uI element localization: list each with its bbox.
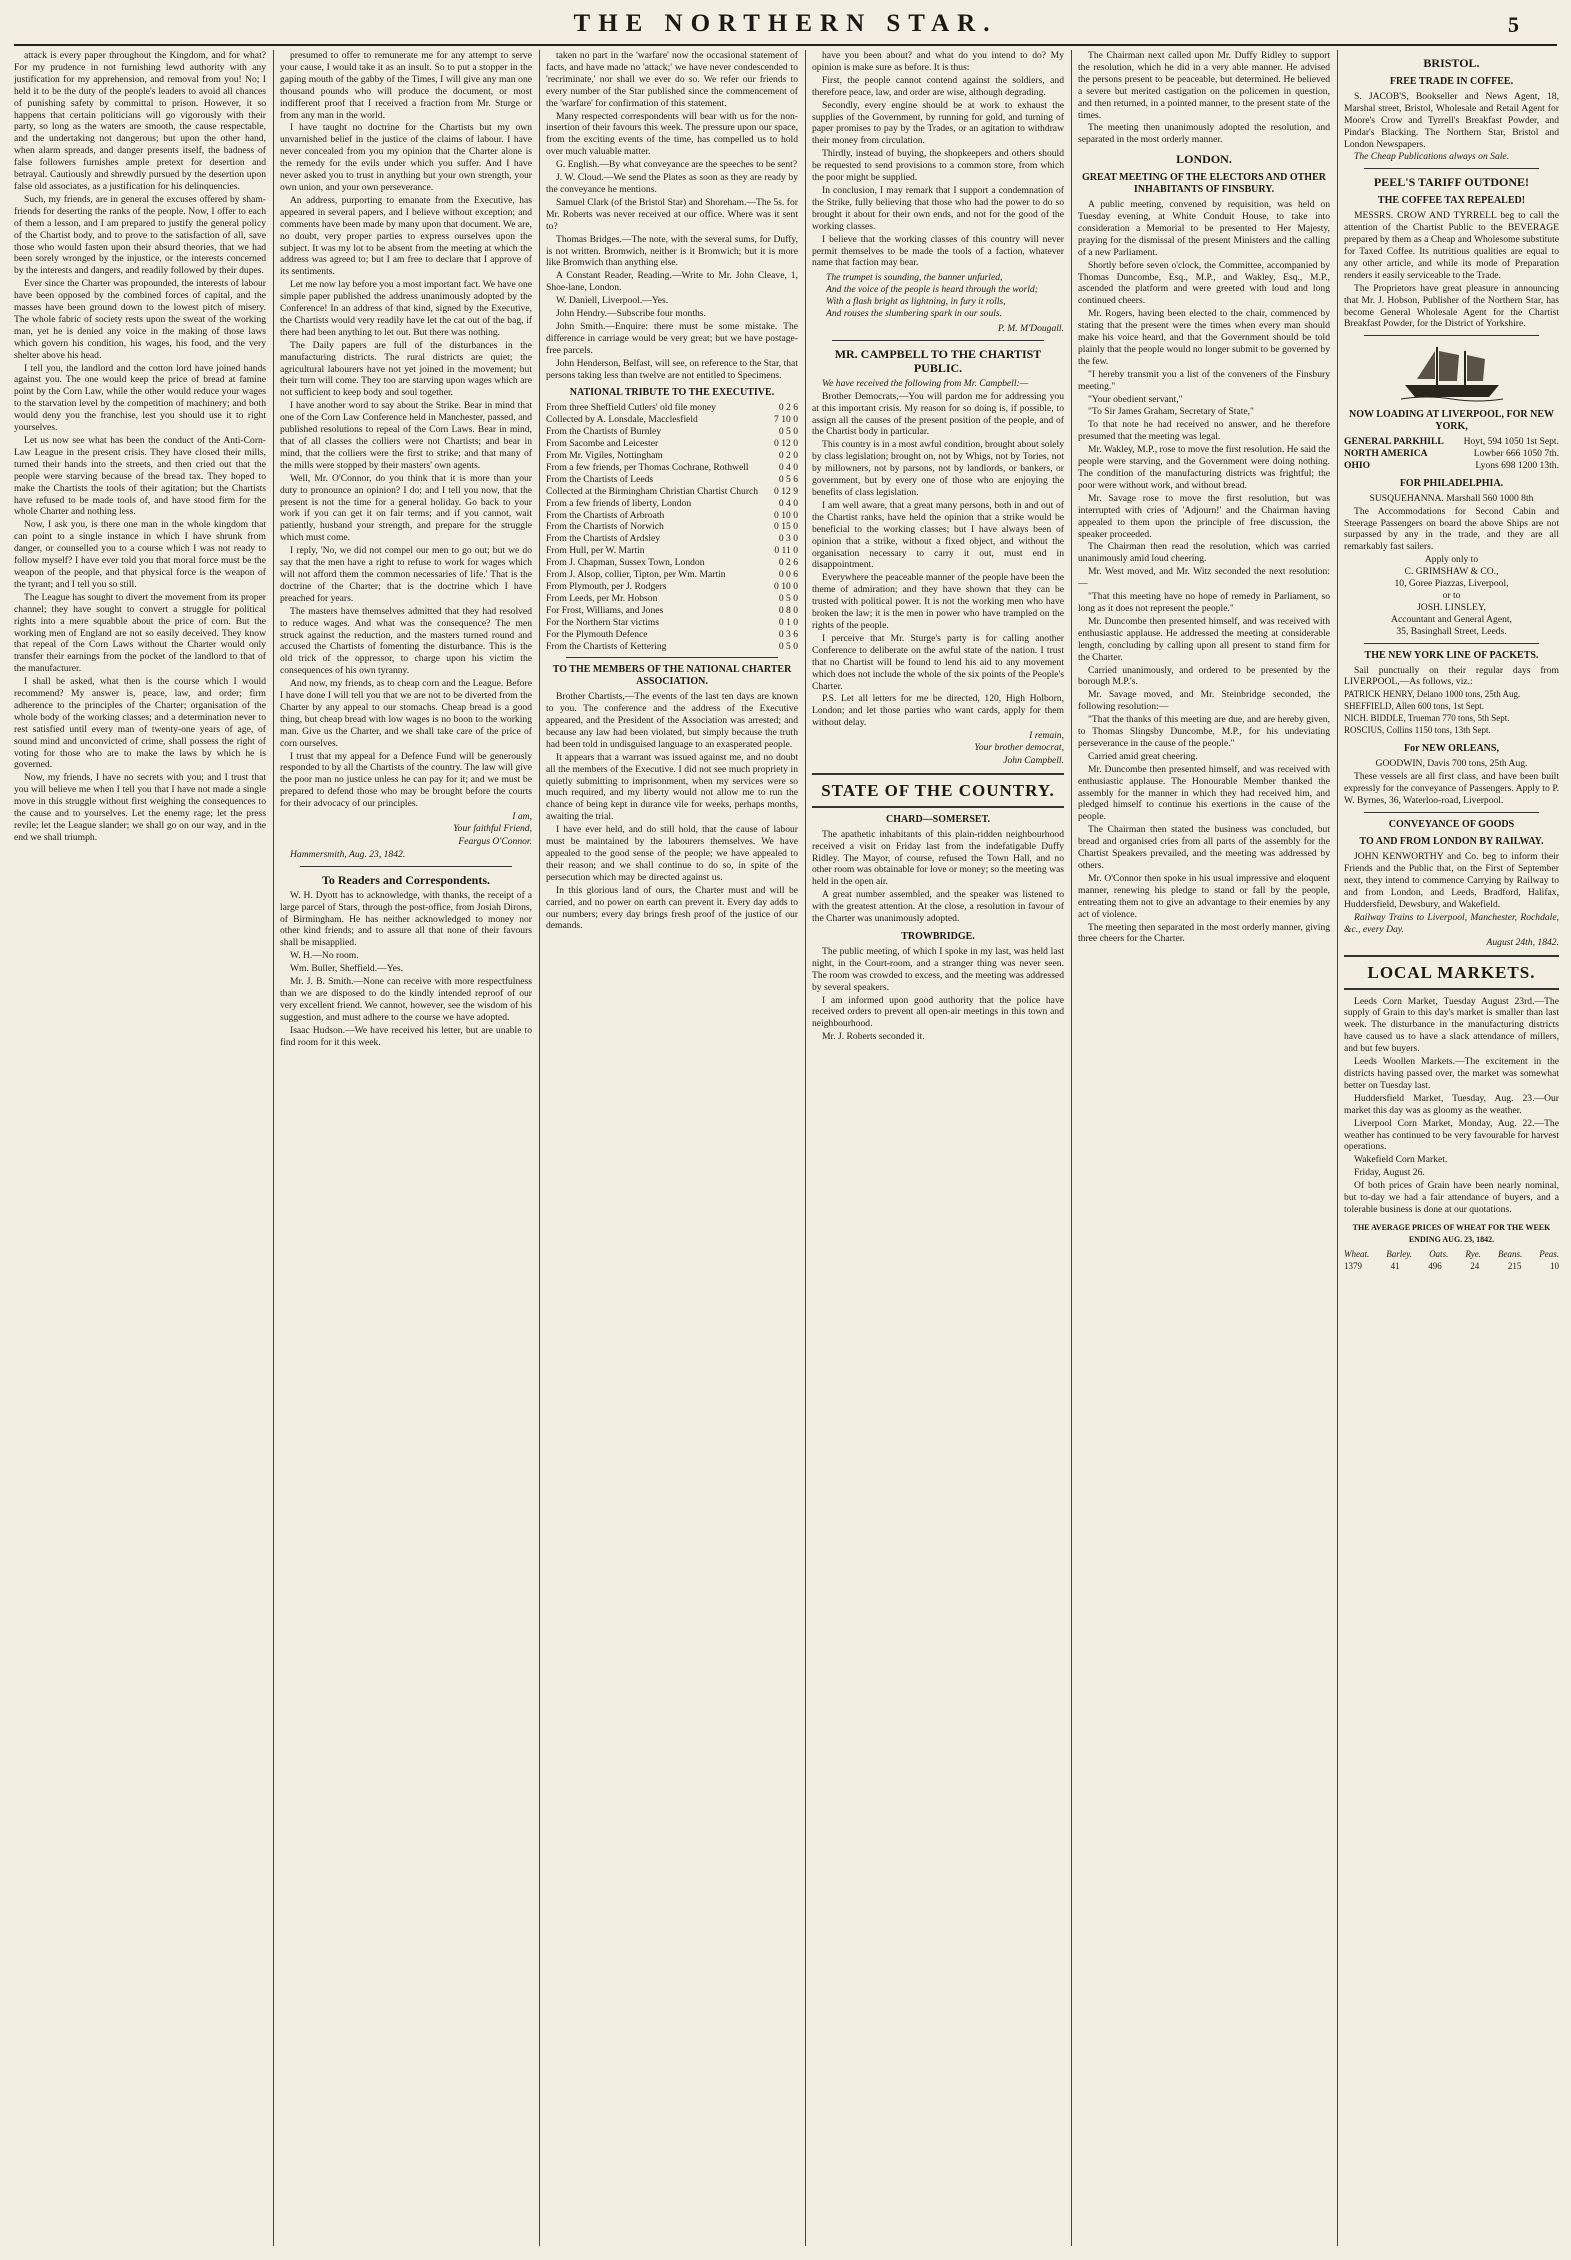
- correspondent-note: G. English.—By what conveyance are the speeches to be sent?: [556, 159, 798, 171]
- market-report: Wakefield Corn Market.: [1354, 1154, 1448, 1166]
- subscription-row: [546, 533, 798, 545]
- correspondent-note: John Henderson, Belfast, will see, on reference to the Star, that persons taking less than twelve are not entitled to Specimens.: [546, 357, 798, 381]
- report-paragraph: Carried amid great cheering.: [1088, 750, 1198, 762]
- subscription-amount: 0 5 0: [778, 426, 798, 438]
- correspondent-note: W. H.—No room.: [290, 950, 359, 962]
- packet-row: PATRICK HENRY, Delano 1000 tons, 25th Aug.: [1344, 689, 1521, 700]
- ship-name: OHIO: [1344, 459, 1371, 471]
- article-paragraph: Well, Mr. O'Connor, do you think that it is more than your duty to pronounce an opinion? I do; and I tell you now, that the present is not the time for a general holiday. Go back to your work if you can get it on fair terms; and if you cannot, wait patiently, husband your strength, and prepare for the struggle which must come.: [280, 472, 532, 544]
- subscription-row: [546, 474, 798, 486]
- article-paragraph: An address, purporting to emanate from the Executive, has appeared in several papers, and I believe without exception; and comments have been made by many upon that document. We are, no doubt, very proper parties to express ourselves upon the subject. It was my lot to be absent from the meeting at which the address was agreed to; but I am free to declare that I approve of its sentiments.: [280, 194, 532, 278]
- report-paragraph: Shortly before seven o'clock, the Committee, accompanied by Thomas Duncombe, Esq., M.P., and Wakley, Esq., M.P., ascended the platform and were greeted with loud and long continued cheers.: [1078, 259, 1330, 307]
- prices-cell: Beans.: [1497, 1248, 1523, 1259]
- bristol-note: The Cheap Publications always on Sale.: [1354, 151, 1510, 163]
- subscription-label: From the Chartists of Kettering: [546, 640, 667, 652]
- report-paragraph: Mr. West moved, and Mr. Witz seconded the next resolution:—: [1078, 566, 1330, 590]
- subscription-label: From the Chartists of Burnley: [546, 426, 662, 438]
- report-paragraph: The Chairman then read the resolution, which was carried unanimously amid loud cheering.: [1078, 541, 1330, 565]
- average-prices-heading: THE AVERAGE PRICES OF WHEAT FOR THE WEEK ENDING AUG. 23, 1842.: [1352, 1222, 1551, 1244]
- col5-article: [1078, 50, 1330, 146]
- subscription-label: For the Plymouth Defence: [546, 628, 648, 640]
- column-divider: [1071, 50, 1072, 2246]
- prices-cell: 215: [1507, 1260, 1522, 1271]
- subscription-row: [546, 438, 798, 450]
- report-paragraph: "That the thanks of this meeting are due, and are hereby given, to Thomas Slingsby Duncombe, M.P., for his undeviating perseverance in the cause of the people.": [1078, 714, 1330, 749]
- article-paragraph: Thirdly, instead of buying, the shopkeepers and others should be requested to send provisions to a common store, from which the poor might be supplied.: [812, 148, 1064, 184]
- article-paragraph: The Daily papers are full of the disturbances in the manufacturing districts. The rural districts are quiet; the agricultural labourers have not yet joined in the movement; but their turn will come. They too are starving upon wages which are not sufficient to keep body and soul together.: [280, 339, 532, 399]
- subscription-label: From the Chartists of Ardsley: [546, 533, 661, 545]
- subscription-amount: 0 10 0: [774, 509, 798, 521]
- article-paragraph: The Chairman next called upon Mr. Duffy Ridley to support the resolution, which he did in a very able manner. He advised the persons present to be peaceable, but determined. He believed a severe but merited castigation on the policemen in question, and then returned, in a pointed manner, to the present state of the times.: [1078, 50, 1330, 121]
- letter-paragraph: P.S. Let all letters for me be directed, 120, High Holborn, London; and let those parties who want cards, apply for them without delay.: [812, 693, 1064, 729]
- subscription-row: [546, 462, 798, 474]
- header-rule: [14, 44, 1557, 46]
- article-paragraph: Ever since the Charter was propounded, the interests of labour have been opposed by the combined forces of capital, and the masses have been ground down to the lowest pitch of misery. The whole fabric of society rests upon the sweat of the working man, yet he is denied any voice in the making of those laws which govern his condition, his wages, his food, and the very shelter above his head.: [14, 278, 266, 361]
- ship-name: NORTH AMERICA: [1344, 448, 1428, 460]
- report-paragraph: Mr. Duncombe then presented himself, and was received with enthusiastic applause. He addressed the meeting at considerable length, concluding by calling upon all present to stand firm for the Charter.: [1078, 615, 1330, 663]
- page-number: 5: [1508, 12, 1519, 37]
- correspondent-note: W. Daniell, Liverpool.—Yes.: [556, 295, 669, 307]
- section-rule: [566, 657, 778, 658]
- coffee-ad-2: The Proprietors have great pleasure in announcing that Mr. J. Hobson, Publisher of the Northern Star, has become General Wholesale Agent for the Chartist Breakfast Powder, for the District of Yorkshire.: [1344, 282, 1559, 330]
- report-paragraph: Mr. Wakley, M.P., rose to move the first resolution. He said the people were starving, and the Government were doing nothing. The condition of the manufacturing districts was frightful; the poor were without work, and without bread.: [1078, 444, 1330, 491]
- section-rule: [832, 340, 1044, 341]
- notice-paragraph: It appears that a warrant was issued against me, and no doubt all the members of the Executive. I did not see much propriety in quietly submitting to imprisonment, when my services were so much required, and my liberty would not allow me to run the chance of being kept in durance vile for weeks, perhaps months, awaiting the trial.: [546, 751, 798, 823]
- local-markets-heading: LOCAL MARKETS.: [1367, 962, 1536, 982]
- prices-cell: 41: [1390, 1260, 1400, 1271]
- subscription-row: [546, 641, 798, 653]
- letter-paragraph: Everywhere the peaceable manner of the people have been the theme of admiration; and they have shown that they can be trusted with political power. It is not the working men who have broken the law; it is the men in power who have trampled on the rights of the people.: [812, 572, 1064, 631]
- section-rule: [812, 806, 1064, 808]
- shipping-agents: Apply only to C. GRIMSHAW & CO., 10, Goree Piazzas, Liverpool, or to JOSH. LINSLEY, Accountant and General Agent, 35, Basinghall Street, Leeds.: [1391, 554, 1512, 637]
- report-paragraph: "Your obedient servant,": [1088, 393, 1183, 405]
- article-paragraph: The meeting then unanimously adopted the resolution, and separated in the most orderly manner.: [1078, 122, 1330, 146]
- report-paragraph: A public meeting, convened by requisition, was held on Tuesday evening, at White Conduit House, to take into consideration a Memorial to be presented to Her Majesty, praying for the dismissal of the present Ministers and the calling of a new Parliament.: [1078, 199, 1330, 258]
- poem-line: And the voice of the people is heard through the world;: [826, 284, 1038, 296]
- railway-trains-note: Railway Trains to Liverpool, Manchester, Rochdale, &c., every Day.: [1344, 911, 1559, 935]
- article-paragraph: The League has sought to divert the movement from its proper channel; they have sought to convert a struggle for political rights into a mere squabble about the price of corn. But the working men of England are not so easily deceived. They know that repeal of the Corn Laws without the Charter would only transfer their earnings from the pocket of the landlord to that of the manufacturer.: [14, 591, 266, 675]
- article-paragraph: I believe that the working classes of this country will never permit themselves to be made the tools of a faction, whatever name that faction may bear.: [812, 233, 1064, 269]
- subscription-amount: 0 10 0: [774, 580, 798, 592]
- chard-heading: CHARD—SOMERSET.: [886, 813, 990, 825]
- trowbridge-report: [812, 946, 1064, 1043]
- column-divider: [539, 50, 540, 2246]
- article-paragraph: Such, my friends, are in general the excuses offered by sham-friends for deserting the ranks of the people. Now, I offer to each of them a lesson, and I am prepared to justify the general policy of the Chartist body, and to prove to the satisfaction of all, save those who would fasten upon their absurd theories, that we had been sorely wronged by the injustice, or the interests concerned by the interests and dangers, and readily followed by their dupes.: [14, 193, 266, 277]
- correspondent-note: taken no part in the 'warfare' now the occasional statement of facts, and have made no 'attack;' we have never condescended to 'recriminate,' nor shall we ever do so. We refer our friends to every number of the Star published since the commencement of the 'warfare' for confirmation of this statement.: [546, 50, 798, 109]
- subscription-label: From a few friends of liberty, London: [546, 497, 692, 509]
- article-paragraph: attack is every paper throughout the Kingdom, and for what? For my prudence in not furnishing lewd authority with any justification for my apprehension, and removal from you! No; I held it to be the duty of the people's leaders to avoid all chances of punishing safety by committal to prison. However, it so happens that certain politicians will go vigorously with their party, so long as the waters are smooth, the cause respectable, and the undertaking not dangerous; but upon the other hand, when alarm spreads, and danger presents itself, the badness of false followers furnishes ample pretext for desertion and betrayal. Cautiously and shrewdly pursued by the desertion upon false old associates, as a justification for his delinquencies.: [14, 50, 266, 192]
- section-rule: [1364, 168, 1539, 169]
- shipping-accommodation: The Accommodations for Second Cabin and Steerage Passengers on board the above Ships are not surpassed by any in the trade, and they are all remarkably fast sailers.: [1344, 505, 1559, 553]
- article-paragraph: Let me now lay before you a most important fact. We have one simple paper published the address unanimously adopted by the Conference! In an address of that kind, signed by the Executive, the Chartists would very readily have let the cat out of the bag, if there had been anything to let out. But there was nothing.: [280, 279, 532, 338]
- trowbridge-heading: TROWBRIDGE.: [901, 931, 975, 942]
- subscription-amount: 0 5 0: [778, 592, 798, 604]
- letter-signature: Feargus O'Connor.: [458, 835, 532, 847]
- report-paragraph: The Chairman then stated the business was concluded, but bread and organised cries from all parts of the assembly for the Chartist Speakers prevailed, and the meeting was addressed by others.: [1078, 824, 1330, 871]
- article-paragraph: In conclusion, I may remark that I support a condemnation of the Strike, fully believing that those who had the power to do so brought it about for their own ends, and not for the good of the working classes.: [812, 184, 1064, 232]
- poem-line: With a flash bright as lightning, in fury it rolls,: [826, 296, 1006, 308]
- bristol-heading: BRISTOL.: [1423, 56, 1480, 70]
- column-1: [14, 50, 266, 2246]
- correspondent-note: Thomas Bridges.—The note, with the several sums, for Duffy, is not written. Bromwich, neither is it Bromwich; but it is more like Bromwich than anything else.: [546, 233, 798, 269]
- poem-line: The trumpet is sounding, the banner unfurled,: [826, 272, 1003, 284]
- report-paragraph: Mr. Rogers, having been elected to the chair, commenced by stating that the present were the times when every man should make his voice heard, and that the Government should be told plainly that the people would no longer submit to be governed by the few.: [1078, 308, 1330, 367]
- letter-paragraph: Brother Democrats,—You will pardon me for addressing you at this important crisis. My reason for so doing is, if possible, to assign all the causes of the present position of the people, and of the Chartist body in particular.: [812, 390, 1064, 438]
- report-paragraph: To that note he had received no answer, and he therefore presumed that the meeting was legal.: [1078, 419, 1330, 443]
- subscription-label: For the Northern Star victims: [546, 616, 659, 628]
- market-report: Of both prices of Grain have been nearly nominal, but to-day we had a fair attendance of buyers, and a tolerable business is done at our quotations.: [1344, 1180, 1559, 1215]
- report-paragraph: "To Sir James Graham, Secretary of State,": [1088, 406, 1254, 418]
- campbell-closing: I remain, Your brother democrat,: [974, 730, 1064, 754]
- column-5: [1078, 50, 1330, 2246]
- section-rule: [1344, 955, 1559, 957]
- bristol-subheading: FREE TRADE IN COFFEE.: [1389, 76, 1514, 87]
- packets-intro: Sail punctually on their regular days from LIVERPOOL,—As follows, viz.:: [1344, 664, 1559, 688]
- column-3: [546, 50, 798, 2246]
- subscription-amount: 0 12 9: [774, 485, 798, 497]
- subscription-row: [546, 569, 798, 581]
- subscription-amount: 0 4 0: [778, 497, 798, 509]
- notice-paragraph: In this glorious land of ours, the Charter must and will be carried, and no power on earth can prevent it. Every day adds to our numbers; every day brings fresh proof of the justice of our demands.: [546, 884, 798, 932]
- correspondent-note: Isaac Hudson.—We have received his letter, but are unable to find room for it this week.: [280, 1024, 532, 1048]
- packet-row: ROSCIUS, Collins 1150 tons, 13th Sept.: [1344, 725, 1491, 736]
- prices-cell: 496: [1428, 1260, 1442, 1271]
- report-paragraph: Mr. Duncombe then presented himself, and was received with enthusiastic applause. The Honourable Member thanked the assembly for the manner in which they had received him, and pledged himself to continue his exertions in the cause of the people.: [1078, 763, 1330, 823]
- article-paragraph: First, the people cannot contend against the soldiers, and therefore peace, law, and order are wise, although degrading.: [812, 74, 1064, 98]
- report-paragraph: The public meeting, of which I spoke in my last, was held last night, in the Court-room, and a stranger thing was never seen. The room was crowded to excess, and the meeting was addressed by several speakers.: [812, 945, 1064, 993]
- col2-article: [280, 50, 532, 810]
- peel-tariff-heading: PEEL'S TARIFF OUTDONE!: [1373, 175, 1530, 190]
- ship-row: [1344, 436, 1559, 448]
- prices-cell: Rye.: [1465, 1248, 1481, 1259]
- subscription-row: [546, 486, 798, 498]
- subscription-row: [546, 450, 798, 462]
- article-paragraph: I have taught no doctrine for the Chartists but my own unvarnished belief in the justice of the claims of labour. I have never concealed from you my opinion that the Charter alone is the remedy for the evils under which you suffer. And I have never asked you to trust in anything but your own strength, your own union, and your own perseverance.: [280, 122, 532, 193]
- subscription-label: From three Sheffield Cutlers' old file money: [546, 402, 716, 414]
- market-report: Leeds Corn Market, Tuesday August 23rd.—The supply of Grain to this day's market is smaller than last week. The disturbance in the manufacturing districts have caused us to have a slack attendance of millers, and but few buyers.: [1344, 995, 1559, 1055]
- subscription-label: From Hull, per W. Martin: [546, 545, 645, 557]
- report-paragraph: The meeting then separated in the most orderly manner, giving three cheers for the Charter.: [1078, 921, 1330, 945]
- subscription-row: [546, 593, 798, 605]
- subscription-amount: 0 5 0: [778, 640, 798, 652]
- article-paragraph: I shall be asked, what then is the course which I would recommend? My answer is, peace, law, and order; firm adherence to the principles of the Charter; organisation of the whole body of the working classes; and a determination never to rest satisfied until every man of twenty-one years of age, of sound mind and unconvicted of crime, shall possess the right of voting for those who are to make the laws by which he is governed.: [14, 676, 266, 771]
- correspondent-note: John Smith.—Enquire: there must be some mistake. The difference in carriage would be very great; but we have postage-free parcels.: [546, 320, 798, 356]
- campbell-letter-intro: We have received the following from Mr. Campbell:—: [822, 377, 1029, 389]
- packet-row: SHEFFIELD, Allen 600 tons, 1st Sept.: [1344, 701, 1485, 712]
- railway-subheading: TO AND FROM LONDON BY RAILWAY.: [1359, 836, 1544, 848]
- subscription-label: From J. Alsop, collier, Tipton, per Wm. Martin: [546, 569, 726, 581]
- correspondent-note: Many respected correspondents will bear with us for the non-insertion of their favours this week. The pressure upon our space, from the exciting events of the time, has compelled us to hold over much valuable matter.: [546, 110, 798, 158]
- section-rule: [300, 866, 512, 867]
- col4-article: [812, 50, 1064, 269]
- subscription-label: Collected at the Birmingham Christian Chartist Church: [546, 485, 759, 497]
- subscription-amount: 0 4 0: [778, 461, 798, 473]
- subscription-amount: 0 5 6: [778, 473, 798, 485]
- subscription-row: [546, 581, 798, 593]
- article-paragraph: I have another word to say about the Strike. Bear in mind that one of the Corn Law Conference held in Manchester, passed, and published resolutions to repeal of the Corn Laws. Bear in mind, that of all classes the colliers were not Chartists; and bear in mind, that the colliers were the first to strike; and that many of the mills were stopped by their masters' own agents.: [280, 400, 532, 471]
- liverpool-shipping-heading: NOW LOADING AT LIVERPOOL, FOR NEW YORK,: [1348, 409, 1555, 433]
- ship-detail: Lyons 698 1200 13th.: [1475, 459, 1559, 471]
- packet-row: NICH. BIDDLE, Trueman 770 tons, 5th Sept.: [1344, 713, 1510, 724]
- market-report: Friday, August 26.: [1354, 1167, 1425, 1179]
- correspondents-list: [280, 890, 532, 1049]
- state-of-country-heading: STATE OF THE COUNTRY.: [821, 780, 1055, 800]
- report-paragraph: Mr. Savage rose to move the first resolution, but was interrupted with cries of 'Adjourn!' and the Chairman having appealed to them upon the principle of free discussion, the speaker proceeded.: [1078, 492, 1330, 540]
- subscription-row: [546, 510, 798, 522]
- letter-paragraph: I perceive that Mr. Sturge's party is for calling another Conference to deliberate on the awful state of the nation. I trust that no Chartist will be found to lend his aid to any movement which does not include the whole of the six points of the People's Charter.: [812, 632, 1064, 692]
- page-header: [0, 0, 1571, 37]
- col1-article: [14, 50, 266, 844]
- subscription-amount: 0 3 0: [778, 533, 798, 545]
- subscription-label: From a few friends, per Thomas Cochrane, Rothwell: [546, 461, 749, 473]
- article-paragraph: I trust that my appeal for a Defence Fund will be generously responded to by all the Chartists of the country. The law will give the poor man no justice unless he can pay for it; and we must be prepared to defend those who may be brought before the courts for their advocacy of our principles.: [280, 750, 532, 810]
- prices-value-row: [1344, 1261, 1559, 1273]
- subscription-label: For Frost, Williams, and Jones: [546, 604, 664, 616]
- article-paragraph: Now, I ask you, is there one man in the whole kingdom that can point to a single instance in which I have shrunk from danger, or counselled you to a course which I was not ready to follow myself? I have ever told you that moral force must be the weapon of the people, and that physical force is the weapon of the tyrant; and I tell you so still.: [14, 519, 266, 590]
- philadelphia-heading: FOR PHILADELPHIA.: [1399, 477, 1504, 489]
- ship-detail: Hoyt, 594 1050 1st Sept.: [1463, 436, 1559, 448]
- ship-list: [1344, 436, 1559, 472]
- market-report: Leeds Woollen Markets.—The excitement in the districts having passed over, the market was somewhat better on Tuesday last.: [1344, 1056, 1559, 1091]
- prices-cell: 24: [1470, 1260, 1480, 1271]
- subscription-label: From the Chartists of Arbroath: [546, 509, 665, 521]
- article-paragraph: have you been about? and what do you intend to do? My opinion is make sure as before. It is thus:: [812, 50, 1064, 73]
- subscription-label: From Leeds, per Mr. Hobson: [546, 592, 658, 604]
- col3-notices: [546, 50, 798, 381]
- average-prices-table: [1344, 1249, 1559, 1273]
- correspondent-note: W. H. Dyott has to acknowledge, with thanks, the receipt of a large parcel of Stars, through the post-office, from Josiah Dirons, of Birmingham. He has neither acknowledged to money nor other kind friends; and to assure all that none of their favours shall be misapplied.: [280, 889, 532, 949]
- subscription-row: [546, 605, 798, 617]
- subscription-amount: 0 1 0: [778, 616, 798, 628]
- coffee-ad: MESSRS. CROW AND TYRRELL beg to call the attention of the Chartist Public to the BEVERAGE prepared by them as a Cheap and Wholesome substitute for Taxed Coffee. Its nutritious qualities are equal to any other article, and while its mode of Preparation renders it easily serviceable to the Trade.: [1344, 210, 1559, 281]
- prices-cell: Wheat.: [1344, 1248, 1370, 1259]
- london-heading: LONDON.: [1176, 152, 1232, 167]
- subscription-row: [546, 498, 798, 510]
- subscription-row: [546, 414, 798, 426]
- subscription-row: [546, 402, 798, 414]
- report-paragraph: I am informed upon good authority that the police have received orders to prevent all open-air meetings in this town and neighbourhood.: [812, 994, 1064, 1030]
- conveyance-date: August 24th, 1842.: [1486, 936, 1559, 948]
- market-report: Huddersfield Market, Tuesday, Aug. 23.—Our market this day was as gloomy as the weather.: [1344, 1092, 1559, 1116]
- subscription-row: [546, 617, 798, 629]
- correspondent-note: Samuel Clark (of the Bristol Star) and Shoreham.—The 5s. for Mr. Roberts was never received at our office. Where was it sent to?: [546, 196, 798, 232]
- article-paragraph: The masters have themselves admitted that they had resolved to reduce wages. And what was the consequence? The men struck against the reduction, and the masters turned round and accused the Chartists of fomenting the disturbance. This is the old trick of the oppressor, to charge upon his victim the consequences of his own tyranny.: [280, 605, 532, 677]
- column-divider: [1337, 50, 1338, 2246]
- section-rule: [812, 773, 1064, 775]
- column-2: [280, 50, 532, 2246]
- subscriptions-list: [546, 402, 798, 652]
- report-paragraph: Mr. O'Connor then spoke in his usual impressive and eloquent manner, renewing his pledge to stand or fall by the people, entreating them not to give an advantage to their enemies by any act of violence.: [1078, 872, 1330, 920]
- prices-cell: 1379: [1344, 1260, 1362, 1271]
- report-paragraph: Carried unanimously, and ordered to be presented by the borough M.P.'s.: [1078, 664, 1330, 688]
- london-report: [1078, 199, 1330, 945]
- poem-signature: P. M. M'Dougall.: [997, 322, 1064, 334]
- article-paragraph: And now, my friends, as to cheap corn and the League. Before I have done I will tell you that we are not to be diverted from the Charter by any appeal to our stomachs. Cheap bread is a good thing, but cheap bread with low wages is no boon to the working man. Give us the Charter, and we shall take care of the price of corn ourselves.: [280, 678, 532, 749]
- subscription-amount: 0 12 0: [774, 438, 798, 450]
- campbell-letter-heading: MR. CAMPBELL TO THE CHARTIST PUBLIC.: [834, 346, 1042, 375]
- correspondent-note: A Constant Reader, Reading.—Write to Mr. John Cleave, 1, Shoe-lane, London.: [546, 270, 798, 294]
- article-paragraph: I tell you, the landlord and the cotton lord have joined hands against you. The one would keep the price of bread at famine point by the Corn Law, while the other would reduce your wages to the starvation level by the competition of machinery; and both would deny you the franchise, lest you should use it to right yourselves.: [14, 362, 266, 434]
- campbell-signature: John Campbell.: [1003, 754, 1064, 766]
- letter-place-date: Hammersmith, Aug. 23, 1842.: [290, 848, 406, 860]
- subscription-label: From the Chartists of Norwich: [546, 521, 664, 533]
- market-reports: [1344, 996, 1559, 1216]
- philadelphia-ship: SUSQUEHANNA. Marshall 560 1000 8th: [1369, 492, 1534, 504]
- section-rule: [1364, 335, 1539, 336]
- subscription-amount: 0 0 6: [778, 569, 798, 581]
- subscription-label: From the Chartists of Leeds: [546, 473, 654, 485]
- subscription-amount: 0 15 0: [774, 521, 798, 533]
- london-subheading: GREAT MEETING OF THE ELECTORS AND OTHER INHABITANTS OF FINSBURY.: [1082, 172, 1326, 196]
- report-paragraph: A great number assembled, and the speaker was listened to with the greatest attention. At the close, a resolution in favour of the Charter was unanimously adopted.: [812, 889, 1064, 925]
- article-paragraph: Now, my friends, I have no secrets with you; and I trust that you will believe me when I tell you that I have not made a single move in this struggle without first weighing the consequences to the cause and to yourselves. Let the enemy rage; let the press revile; let the League slander; we shall go on our way, and in the end we shall triumph.: [14, 772, 266, 843]
- subscription-amount: 0 8 0: [778, 604, 798, 616]
- article-paragraph: I reply, 'No, we did not compel our men to go out; but we do say that the men have a right to refuse to work for wages which will not afford them the common necessaries of life.' That is the doctrine of the Charter; that is the doctrine which I have preached for years.: [280, 545, 532, 604]
- subscription-amount: 0 2 6: [778, 557, 798, 569]
- poem-line: And rouses the slumbering spark in our souls.: [826, 308, 1003, 320]
- bristol-ad: S. JACOB'S, Bookseller and News Agent, 18, Marshal street, Bristol, Wholesale and Retail Agent for Moore's Crow and Tyrrell's Breakfast Powder, and Pindar's Blacking. The Northern Star, Bristol and London Newspapers.: [1344, 90, 1559, 150]
- subscription-label: From Sacombe and Leicester: [546, 438, 659, 450]
- new-orleans-ship: GOODWIN, Davis 700 tons, 25th Aug.: [1375, 757, 1528, 769]
- subscription-label: From Plymouth, per J. Rodgers: [546, 580, 667, 592]
- report-paragraph: "I hereby transmit you a list of the conveners of the Finsbury meeting.": [1078, 368, 1330, 392]
- correspondent-note: Mr. J. B. Smith.—None can receive with more respectfulness than we are disposed to do the kindly intended reproof of our very excellent friend. We cannot, however, see the wisdom of his suggestion, and must adhere to the course we have adopted.: [280, 976, 532, 1023]
- conveyance-heading: CONVEYANCE OF GOODS: [1388, 818, 1515, 830]
- conveyance-ad: JOHN KENWORTHY and Co. beg to inform their Friends and the Public that, on the First of September next, they intend to commence Carrying by Railway to and from London, and Leeds, Bradford, Halifax, Huddersfield, Dewsbury, and Wakefield.: [1344, 851, 1559, 910]
- subscription-row: [546, 557, 798, 569]
- new-orleans-heading: For NEW ORLEANS,: [1404, 742, 1499, 754]
- subscription-row: [546, 545, 798, 557]
- ship-name: GENERAL PARKHILL: [1344, 436, 1444, 448]
- section-rule: [1364, 643, 1539, 644]
- subscription-row: [546, 426, 798, 438]
- prices-cell: Barley.: [1386, 1248, 1413, 1259]
- packet-list: [1344, 689, 1559, 737]
- subscription-amount: 7 10 0: [774, 414, 798, 426]
- column-6: [1344, 50, 1559, 2246]
- market-report: Liverpool Corn Market, Monday, Aug. 22.—The weather has continued to be very favourable for harvest operations.: [1344, 1117, 1559, 1153]
- article-paragraph: presumed to offer to remunerate me for any attempt to serve your cause, I would take it as an insult. So to put a stopper in the gaping mouth of the gabby of the Times, I will give any man one thousand pounds who will produce the document, or most indifferent proof that I received a fraction from Mr. Sturge or from any man in the world.: [280, 50, 532, 121]
- chard-report: [812, 829, 1064, 925]
- campbell-letter: [812, 391, 1064, 729]
- notice-paragraph: I have ever held, and do still hold, that the cause of labour must be maintained by the labourers themselves. We have appealed to the good sense of the people; we have appealed to their reason; and we shall continue to do so, in spite of the persecution which may be directed against us.: [546, 824, 798, 883]
- subscription-row: [546, 629, 798, 641]
- report-paragraph: Mr. Savage moved, and Mr. Steinbridge seconded, the following resolution:—: [1078, 689, 1330, 713]
- sailing-ship-icon: [1397, 341, 1507, 403]
- ship-row: [1344, 460, 1559, 472]
- letter-paragraph: This country is in a most awful condition, brought about solely by class legislation; brought on, not by Whigs, not by Tories, not by millowners, not by parsons, not by landlords, or bankers, or government, but by every one of those who are enjoying the benefits of class legislation.: [812, 439, 1064, 498]
- association-notice: [546, 691, 798, 932]
- column-divider: [805, 50, 806, 2246]
- prices-cell: Oats.: [1429, 1248, 1449, 1259]
- packets-heading: THE NEW YORK LINE OF PACKETS.: [1364, 649, 1539, 661]
- prices-header-row: [1344, 1249, 1559, 1261]
- subscription-label: Collected by A. Lonsdale, Macclesfield: [546, 414, 698, 426]
- prices-cell: 10: [1549, 1260, 1559, 1271]
- correspondent-note: J. W. Cloud.—We send the Plates as soon as they are ready by the conveyance he mentions.: [546, 172, 798, 195]
- subscription-label: From Mr. Vigiles, Nottingham: [546, 450, 663, 461]
- correspondent-note: John Hendry.—Subscribe four months.: [556, 308, 706, 320]
- article-paragraph: Let us now see what has been the conduct of the Anti-Corn-Law League in the present crisis. They have closed their mills, turned their hands into the streets, and then cried out that the people were starving because of the bread tax. They hoped to make the Chartists the tools of their agitation; but the Chartists have refused to be made tools of, and have stood firm for the whole Charter and nothing less.: [14, 435, 266, 518]
- report-paragraph: "That this meeting have no hope of remedy in Parliament, so long as it does not represent the people.": [1078, 591, 1330, 614]
- subscription-amount: 0 2 6: [778, 402, 798, 414]
- column-divider: [273, 50, 274, 2246]
- article-paragraph: Secondly, every engine should be at work to exhaust the supplies of the Government, by running for gold, and turning of paper promises to pay by the Trades, or an agitation to withdraw their money from circulation.: [812, 99, 1064, 147]
- masthead-title: THE NORTHERN STAR.: [573, 10, 998, 37]
- notice-paragraph: Brother Chartists,—The events of the last ten days are known to you. The conference and the address of the Executive appeared, and the President of the Association was arrested; and because any law had been violated, but simply because the truth had been told in undisguised language to an exasperated people.: [546, 691, 798, 750]
- letter-closing: I am, Your faithful Friend,: [453, 811, 532, 834]
- correspondent-note: Wm. Buller, Sheffield.—Yes.: [290, 963, 404, 975]
- column-4: [812, 50, 1064, 2246]
- correspondents-heading: To Readers and Correspondents.: [321, 872, 491, 887]
- subscription-label: From J. Chapman, Sussex Town, London: [546, 557, 705, 569]
- section-rule: [1364, 812, 1539, 813]
- subscription-amount: 0 2 0: [778, 450, 798, 461]
- poem: [826, 272, 1050, 320]
- packets-details: These vessels are all first class, and have been built expressly for the conveyance of Passengers. Apply to P. W. Byrnes, 36, Waterloo-road, Liverpool.: [1344, 770, 1559, 806]
- coffee-tax-subheading: THE COFFEE TAX REPEALED!: [1377, 195, 1526, 207]
- letter-paragraph: I am well aware, that a great many persons, both in and out of the Chartist ranks, have held the opinion that a strike would be beneficial to the working classes; but I have always been of opinion that a strike, without a fixed object, and without the organisation necessary to carry it out, must end in disappointment.: [812, 499, 1064, 571]
- association-notice-heading: TO THE MEMBERS OF THE NATIONAL CHARTER ASSOCIATION.: [552, 664, 792, 688]
- ship-detail: Lowber 666 1050 7th.: [1473, 448, 1559, 460]
- prices-cell: Peas.: [1539, 1248, 1559, 1259]
- report-paragraph: The apathetic inhabitants of this plain-ridden neighbourhood received a visit on Friday last from the indefatigable Duffy Ridley. The Mayor, of course, refused the Town Hall, and no other room was obtainable for love or money; so the meeting was held in the open air.: [812, 828, 1064, 888]
- subscription-row: [546, 521, 798, 533]
- ship-row: [1344, 448, 1559, 460]
- subscription-amount: 0 3 6: [778, 628, 798, 640]
- subscriptions-heading: NATIONAL TRIBUTE TO THE EXECUTIVE.: [569, 387, 775, 399]
- section-rule: [1344, 988, 1559, 990]
- subscription-amount: 0 11 0: [774, 545, 798, 557]
- report-paragraph: Mr. J. Roberts seconded it.: [822, 1031, 925, 1043]
